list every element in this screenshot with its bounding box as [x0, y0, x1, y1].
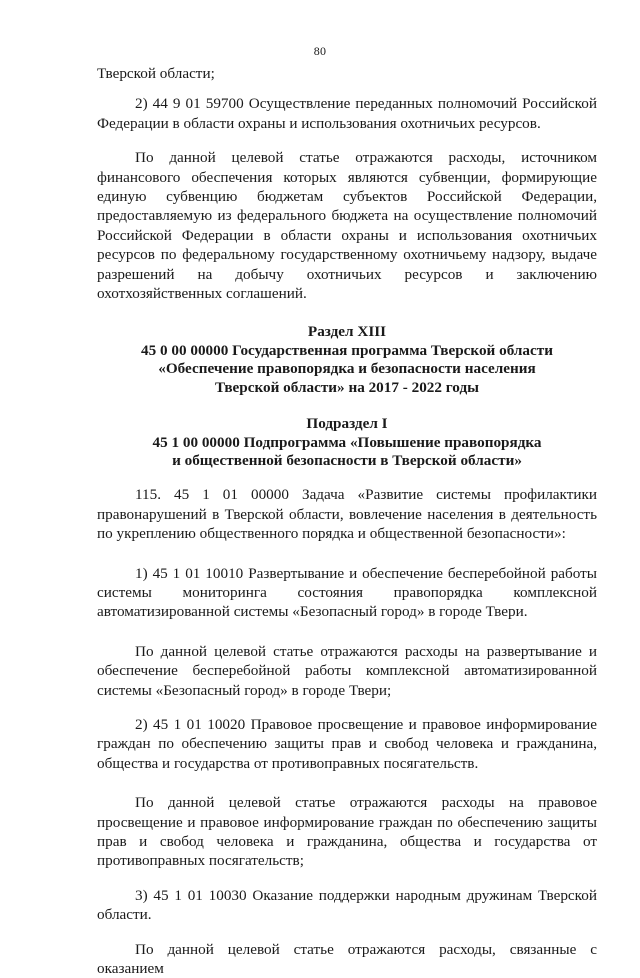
- subsection-program-code: 45 1 00 00000 Подпрограмма «Повышение правопорядка: [152, 433, 542, 451]
- paragraph-description-3: По данной целевой статье отражаются расходы, связанные с оказанием: [97, 940, 597, 978]
- subsection-program-name: и общественной безопасности в Тверской области»: [172, 451, 522, 469]
- paragraph-description-2: По данной целевой статье отражаются расходы на правовое просвещение и правовое информирование граждан по обеспечению защиты прав и свобод человека и гражданина, общества и государства от противоправных посягательств;: [97, 794, 597, 870]
- paragraph-item-3: 3) 45 1 01 10030 Оказание поддержки народным дружинам Тверской области.: [97, 886, 597, 924]
- section-heading: [97, 323, 597, 397]
- section-title: Раздел XIII: [307, 323, 387, 341]
- paragraph-task-115: 115. 45 1 01 00000 Задача «Развитие системы профилактики правонарушений в Тверской области, вовлечение населения в деятельность по укреплению общественного порядка и общественной безопасности»:: [97, 486, 597, 543]
- subsection-heading: [97, 415, 597, 470]
- paragraph-description: По данной целевой статье отражаются расходы, источником финансового обеспечения которых являются субвенции, формирующие единую субвенцию бюджетам субъектов Российской Федерации, предоставляемую из федерального бюджета на осуществление полномочий Российской Федерации в области охраны и использования охотничьих ресурсов по федеральному государственному охотничьему надзору, выдаче разрешений на добычу охотничьих ресурсов и заключению охотхозяйственных соглашений.: [97, 149, 597, 303]
- document-body: [97, 64, 597, 978]
- paragraph-item-2-legal: 2) 45 1 01 10020 Правовое просвещение и правовое информирование граждан по обеспечению защиты прав и свобод человека и гражданина, общества и государства от противоправных посягательств.: [97, 715, 597, 772]
- subsection-title: Подраздел I: [306, 415, 388, 433]
- paragraph-item-1: 1) 45 1 01 10010 Развертывание и обеспечение бесперебойной работы системы мониторинга состояния правопорядка комплексной автоматизированной системы «Безопасный город» в городе Твери.: [97, 564, 597, 621]
- paragraph-continuation: Тверской области;: [97, 65, 215, 82]
- paragraph-description-1: По данной целевой статье отражаются расходы на развертывание и обеспечение бесперебойной работы комплексной автоматизированной системы «Безопасный город» в городе Твери;: [97, 642, 597, 699]
- page-number: 80: [313, 44, 327, 58]
- paragraph-item-2: 2) 44 9 01 59700 Осуществление переданных полномочий Российской Федерации в области охраны и использования охотничьих ресурсов.: [97, 95, 597, 132]
- section-program-code: 45 0 00 00000 Государственная программа Тверской области: [141, 341, 553, 359]
- section-program-name: «Обеспечение правопорядка и безопасности населения: [158, 360, 536, 378]
- section-program-years: Тверской области» на 2017 - 2022 годы: [214, 378, 479, 396]
